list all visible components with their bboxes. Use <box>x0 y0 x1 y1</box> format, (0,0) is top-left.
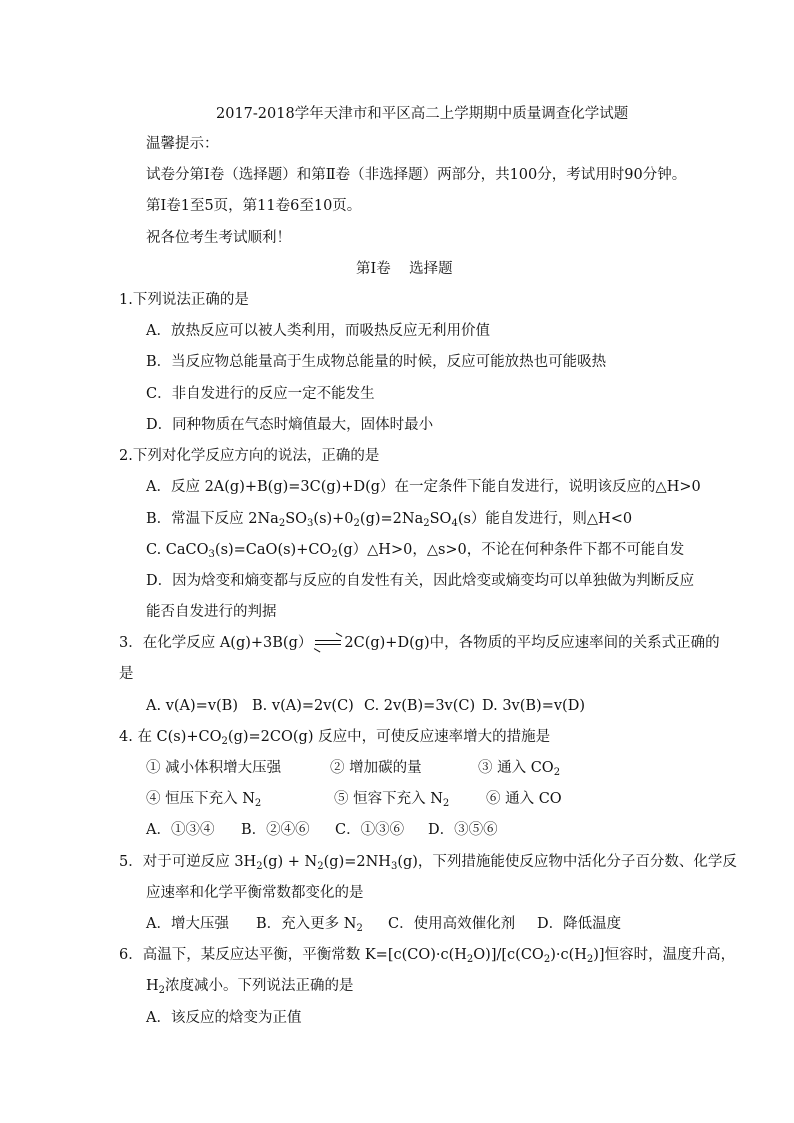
subscript: 2 <box>543 954 551 965</box>
q3-stem-text: 2C(g)+D(g)中，各物质的平均反应速率间的关系式正确的 <box>344 635 720 651</box>
subscript: 3 <box>307 518 314 529</box>
q2-option-c <box>146 540 684 560</box>
q2-option-d-line1: D．因为焓变和熵变都与反应的自发性有关，因此焓变或熵变均可以单独做为判断反应 <box>146 573 695 589</box>
subscript: 2 <box>586 954 594 965</box>
q6-stem-text: )·c(H <box>550 947 587 963</box>
q5-stem-continued: 应速率和化学平衡常数都变化的是 <box>146 885 364 901</box>
q2-b-text: (s)+0 <box>313 511 354 527</box>
subscript: 2 <box>553 767 561 778</box>
q3-option-b: B. v(A)=2v(C) <box>252 698 354 714</box>
subscript: 3 <box>208 549 215 560</box>
q2-b-text: SO <box>285 511 308 527</box>
subscript: 2 <box>423 518 430 529</box>
q5-stem-text: 5．对于可逆反应 3H <box>119 854 257 870</box>
q1-option-b: B．当反应物总能量高于生成物总能量的时候，反应可能放热也可能吸热 <box>146 354 607 370</box>
q6-stem-text: 6．高温下，某反应达平衡，平衡常数 K=[c(CO)·c(H <box>119 947 467 963</box>
subscript: 2 <box>254 798 262 809</box>
q2-c-text: (s)=CaO(s)+CO <box>214 542 332 558</box>
q4-measure-1: ① 减小体积增大压强 <box>146 760 282 776</box>
subscript: 2 <box>256 861 263 872</box>
q5-option-b <box>256 914 363 934</box>
q2-option-d-line2: 能否自发进行的判据 <box>146 604 277 620</box>
q4-measure-3 <box>478 758 560 778</box>
q1-option-a: A．放热反应可以被人类利用，而吸热反应无利用价值 <box>146 323 490 339</box>
q6-option-a: A．该反应的焓变为正值 <box>146 1010 302 1026</box>
q3-stem-continued: 是 <box>119 666 134 682</box>
notice-heading: 温馨提示： <box>146 136 219 152</box>
subscript: 2 <box>353 518 360 529</box>
subscript: 2 <box>331 549 338 560</box>
q4-measure-text: ④ 恒压下充入 N <box>146 791 255 807</box>
q4-measure-4 <box>146 789 261 809</box>
q6-stem <box>119 945 735 965</box>
q6-stem-text: H <box>146 978 159 994</box>
q3-stem <box>119 633 720 653</box>
q5-stem-text: (g)，下列措施能使反应物中活化分子百分数、化学反 <box>397 854 737 870</box>
q6-stem-text: O)]/[c(CO <box>473 947 544 963</box>
subscript: 4 <box>451 518 458 529</box>
notice-line-2: 第Ⅰ卷1至5页，第11卷6至10页。 <box>146 198 362 214</box>
q4-option-c: C．①③⑥ <box>335 822 405 838</box>
q4-stem-text: 4. 在 C(s)+CO <box>119 729 222 745</box>
section-heading: 第Ⅰ卷 选择题 <box>356 261 453 277</box>
q3-stem-text: 3．在化学反应 A(g)+3B(g） <box>119 635 313 651</box>
q4-option-d: D．③⑤⑥ <box>428 822 498 838</box>
q3-option-a: A. v(A)=v(B) <box>146 698 238 714</box>
q2-stem: 2.下列对化学反应方向的说法，正确的是 <box>119 448 380 464</box>
q5-option-c: C．使用高效催化剂 <box>388 916 516 932</box>
q4-stem-text: (g)=2CO(g) 反应中，可使反应速率增大的措施是 <box>227 729 551 745</box>
q4-measure-5 <box>334 789 449 809</box>
q5-stem-text: (g) + N <box>262 854 318 870</box>
q6-stem-text: 浓度减小。下列说法正确的是 <box>165 978 354 994</box>
q6-stem-text: )]恒容时，温度升高， <box>593 947 736 963</box>
q2-b-text: (s）能自发进行，则△H<0 <box>457 511 633 527</box>
q3-option-d: D. 3v(B)=v(D) <box>482 698 585 714</box>
subscript: 2 <box>158 985 166 996</box>
subscript: 2 <box>278 518 286 529</box>
subscript: 2 <box>466 954 474 965</box>
q4-measure-2: ② 增加碳的量 <box>330 760 422 776</box>
subscript: 2 <box>356 923 363 934</box>
q1-option-d: D．同种物质在气态时熵值最大，固体时最小 <box>146 417 434 433</box>
q2-c-text: C. CaCO <box>146 542 209 558</box>
equilibrium-arrow-icon <box>315 638 341 648</box>
q5-stem <box>119 852 737 872</box>
q5-option-d: D．降低温度 <box>537 916 622 932</box>
q1-option-c: C．非自发进行的反应一定不能发生 <box>146 386 375 402</box>
q4-option-b: B．②④⑥ <box>241 822 310 838</box>
q1-stem: 1.下列说法正确的是 <box>119 292 249 308</box>
q2-c-text: (g）△H>0，△s>0，不论在何种条件下都不可能自发 <box>337 542 685 558</box>
q6-stem-continued <box>146 976 354 996</box>
q5-option-text: B．充入更多 N <box>256 916 357 932</box>
q2-option-b <box>146 509 632 529</box>
q2-option-a: A．反应 2A(g)+B(g)=3C(g)+D(g）在一定条件下能自发进行，说明该反应的△H>0 <box>146 479 701 495</box>
notice-line-1: 试卷分第Ⅰ卷（选择题）和第Ⅱ卷（非选择题）两部分，共100分，考试用时90分钟。 <box>146 167 687 183</box>
q2-b-text: B．常温下反应 2Na <box>146 511 279 527</box>
q5-stem-text: (g)=2NH <box>323 854 391 870</box>
q3-option-c: C. 2v(B)=3v(C) <box>364 698 476 714</box>
q2-b-text: (g)=2Na <box>359 511 424 527</box>
subscript: 2 <box>317 861 324 872</box>
subscript: 3 <box>390 861 398 872</box>
q4-measure-6: ⑥ 通入 CO <box>486 791 562 807</box>
subscript: 2 <box>442 798 450 809</box>
q5-option-a: A．增大压强 <box>146 916 229 932</box>
subscript: 2 <box>221 736 228 747</box>
notice-line-3: 祝各位考生考试顺利！ <box>146 230 291 246</box>
q4-stem <box>119 727 550 747</box>
q4-measure-text: ③ 通入 CO <box>478 760 554 776</box>
q4-option-a: A．①③④ <box>146 822 215 838</box>
page-title: 2017-2018学年天津市和平区高二上学期期中质量调查化学试题 <box>216 106 629 122</box>
q2-b-text: SO <box>429 511 452 527</box>
q4-measure-text: ⑤ 恒容下充入 N <box>334 791 443 807</box>
